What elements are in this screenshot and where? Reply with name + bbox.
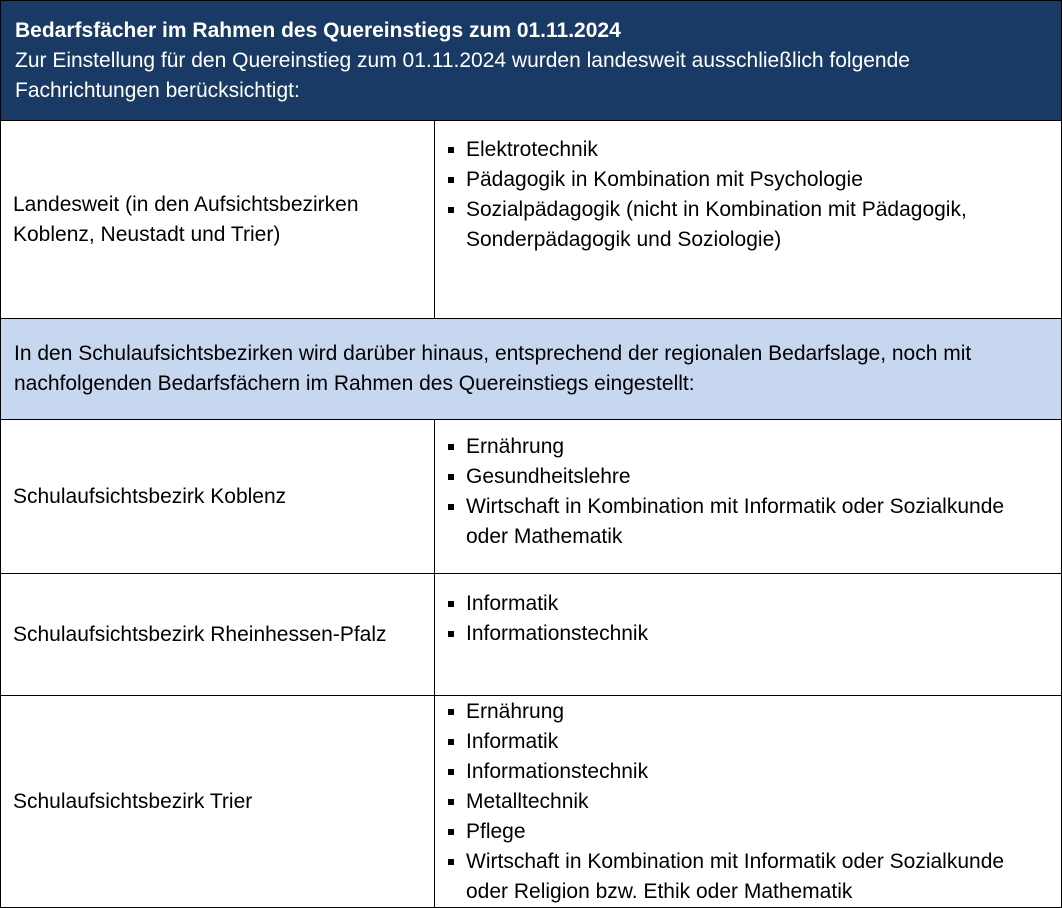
region-label-landesweit: Landesweit (in den Aufsichtsbezirken Koblenz, Neustadt und Trier) (1, 121, 435, 319)
list-item: Informationstechnik (447, 757, 1049, 787)
subject-list-landesweit (447, 135, 1049, 255)
list-item: Pflege (447, 817, 1049, 847)
region-label-trier: Schulaufsichtsbezirk Trier (1, 696, 435, 908)
subject-list-rheinhessen-pfalz (447, 589, 1049, 649)
list-item: Gesundheitslehre (447, 462, 1049, 492)
table-title: Bedarfsfächer im Rahmen des Quereinstiegs zum 01.11.2024 (15, 18, 621, 42)
subject-list-trier (447, 697, 1049, 907)
table-row-landesweit (1, 121, 1062, 319)
header-cell (1, 1, 1062, 121)
subject-list-cell-koblenz (435, 420, 1062, 574)
subject-list-cell-landesweit (435, 121, 1062, 319)
region-label-rheinhessen-pfalz: Schulaufsichtsbezirk Rheinhessen-Pfalz (1, 574, 435, 696)
list-item: Ernährung (447, 432, 1049, 462)
list-item: Wirtschaft in Kombination mit Informatik oder Sozialkunde oder Religion bzw. Ethik oder Mathematik (447, 847, 1049, 907)
subject-list-cell-rheinhessen-pfalz (435, 574, 1062, 696)
table-row-rheinhessen-pfalz (1, 574, 1062, 696)
list-item: Ernährung (447, 697, 1049, 727)
subheader-row (1, 319, 1062, 420)
list-item: Informatik (447, 727, 1049, 757)
subject-list-cell-trier (435, 696, 1062, 908)
list-item: Metalltechnik (447, 787, 1049, 817)
region-label-koblenz: Schulaufsichtsbezirk Koblenz (1, 420, 435, 574)
list-item: Sozialpädagogik (nicht in Kombination mit Pädagogik, Sonderpädagogik und Soziologie) (447, 195, 1049, 255)
table-row-koblenz (1, 420, 1062, 574)
list-item: Informationstechnik (447, 619, 1049, 649)
header-row (1, 1, 1062, 121)
list-item: Elektrotechnik (447, 135, 1049, 165)
table-row-trier (1, 696, 1062, 908)
subject-list-koblenz (447, 432, 1049, 552)
list-item: Pädagogik in Kombination mit Psychologie (447, 165, 1049, 195)
table-intro-text: Zur Einstellung für den Quereinstieg zum 01.11.2024 wurden landesweit ausschließlich folgende Fachrichtungen berücksichtigt: (15, 48, 910, 102)
list-item: Wirtschaft in Kombination mit Informatik oder Sozialkunde oder Mathematik (447, 492, 1049, 552)
subheader-text: In den Schulaufsichtsbezirken wird darüber hinaus, entsprechend der regionalen Bedarfslage, noch mit nachfolgenden Bedarfsfächern im Rahmen des Quereinstiegs eingestellt: (1, 319, 1062, 420)
list-item: Informatik (447, 589, 1049, 619)
